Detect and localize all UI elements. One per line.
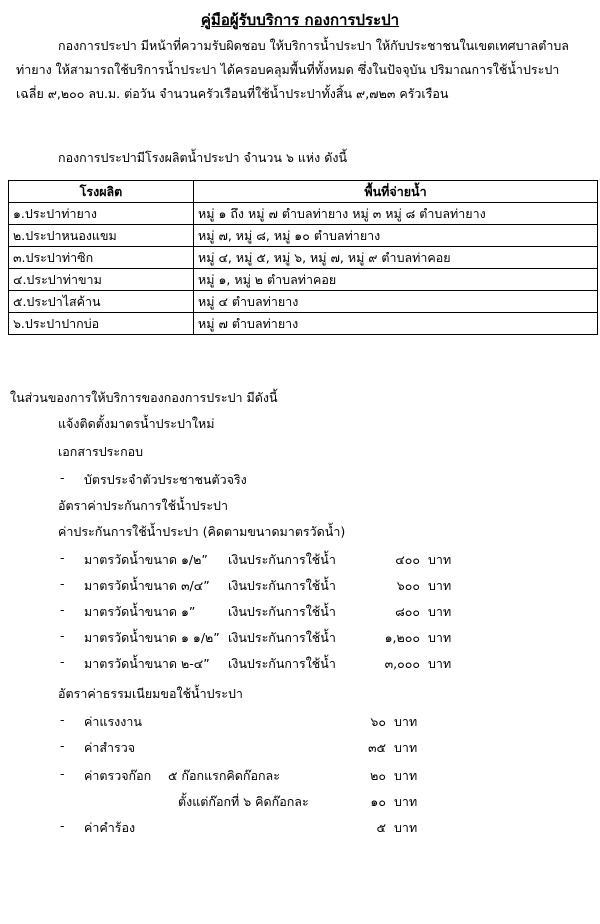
currency-unit: บาท — [428, 578, 452, 593]
deposit-rate-heading: อัตราค่าประกันการใช้น้ำประปา — [58, 498, 228, 513]
table-row — [9, 225, 598, 247]
deposit-amount: ๓,๐๐๐ — [384, 656, 420, 671]
currency-unit: บาท — [428, 552, 452, 567]
fee-heading: อัตราค่าธรรมเนียมขอใช้น้ำประปา — [58, 686, 243, 701]
service-area: หมู่ ๑ ถึง หมู่ ๗ ตำบลท่ายาง หมู่ ๓ หมู่ ๘ ตำบลท่ายาง — [194, 203, 598, 225]
meter-size: มาตรวัดน้ำขนาด ๓/๔” — [84, 578, 210, 593]
plant-name: ๕.ประปาไสค้าน — [9, 291, 194, 313]
currency-unit: บาท — [394, 714, 418, 729]
table-row — [9, 313, 598, 335]
meter-size: มาตรวัดน้ำขนาด ๑” — [84, 604, 196, 619]
document-item — [0, 470, 600, 490]
service-area: หมู่ ๔ ตำบลท่ายาง — [194, 291, 598, 313]
plant-name: ๑.ประปาท่ายาง — [9, 203, 194, 225]
deposit-label: เงินประกันการใช้น้ำ — [228, 656, 336, 671]
bullet-dash: - — [60, 576, 65, 591]
plants-intro: กองการประปามีโรงผลิตน้ำประปา จำนวน ๖ แห่ง ดังนี้ — [58, 150, 347, 165]
fee-label: ค่าสำรวจ — [84, 740, 136, 755]
fee-label: ค่าแรงงาน — [84, 714, 142, 729]
meter-size: มาตรวัดน้ำขนาด ๒-๔” — [84, 656, 210, 671]
plant-name: ๖.ประปาปากบ่อ — [9, 313, 194, 335]
table-row — [9, 247, 598, 269]
service-area: หมู่ ๗, หมู่ ๘, หมู่ ๑๐ ตำบลท่ายาง — [194, 225, 598, 247]
page-title: คู่มือผู้รับบริการ กองการประปา — [200, 11, 400, 29]
fee-amount: ๖๐ — [370, 714, 386, 729]
fee-label: ค่าคำร้อง — [84, 820, 136, 835]
deposit-row — [0, 602, 600, 622]
fee-amount: ๕ — [376, 820, 386, 835]
new-meter-heading: แจ้งติดตั้งมาตรน้ำประปาใหม่ — [58, 416, 215, 431]
table-row — [9, 203, 598, 225]
deposit-label: เงินประกันการใช้น้ำ — [228, 578, 336, 593]
meter-size: มาตรวัดน้ำขนาด ๑ ๑/๒” — [84, 630, 220, 645]
services-heading: ในส่วนของการให้บริการของกองการประปา มีดังนี้ — [10, 390, 278, 405]
meter-size: มาตรวัดน้ำขนาด ๑/๒” — [84, 552, 208, 567]
table-header-row — [9, 181, 598, 203]
deposit-row — [0, 550, 600, 570]
bullet-dash: - — [60, 738, 65, 753]
deposit-row — [0, 654, 600, 674]
bullet-dash: - — [60, 550, 65, 565]
service-area: หมู่ ๗ ตำบลท่ายาง — [194, 313, 598, 335]
intro-line-3: เฉลี่ย ๙,๒๐๐ ลบ.ม. ต่อวัน จำนวนครัวเรือนที่ใช้น้ำประปาทั้งสิ้น ๙,๗๒๓ ครัวเรือน — [16, 86, 449, 101]
plant-name: ๔.ประปาท่าขาม — [9, 269, 194, 291]
currency-unit: บาท — [394, 768, 418, 783]
fee-row-tap-extra — [0, 792, 600, 812]
service-area: หมู่ ๔, หมู่ ๕, หมู่ ๖, หมู่ ๗, หมู่ ๙ ตำบลท่าคอย — [194, 247, 598, 269]
fee-detail: ตั้งแต่ก๊อกที่ ๖ คิดก๊อกละ — [178, 794, 309, 809]
plants-table — [8, 180, 598, 335]
bullet-dash: - — [60, 654, 65, 669]
plant-name: ๓.ประปาท่าซิก — [9, 247, 194, 269]
fee-label: ค่าตรวจก๊อก — [84, 768, 152, 783]
fee-row-survey — [0, 738, 600, 758]
fee-detail: ๕ ก๊อกแรกคิดก๊อกละ — [168, 768, 280, 783]
bullet-dash: - — [60, 470, 65, 485]
fee-row-tap — [0, 766, 600, 786]
intro-paragraph — [16, 34, 586, 106]
currency-unit: บาท — [394, 794, 418, 809]
deposit-label: เงินประกันการใช้น้ำ — [228, 630, 336, 645]
deposit-row — [0, 576, 600, 596]
bullet-dash: - — [60, 818, 65, 833]
column-header-plant: โรงผลิต — [9, 181, 194, 203]
fee-row-petition — [0, 818, 600, 838]
bullet-dash: - — [60, 712, 65, 727]
intro-line-1: กองการประปา มีหน้าที่ความรับผิดชอบ ให้บริการน้ำประปา ให้กับประชาชนในเขตเทศบาลตำบล — [58, 38, 569, 53]
currency-unit: บาท — [394, 820, 418, 835]
deposit-amount: ๘๐๐ — [395, 604, 420, 619]
currency-unit: บาท — [428, 604, 452, 619]
currency-unit: บาท — [428, 630, 452, 645]
deposit-label: เงินประกันการใช้น้ำ — [228, 604, 336, 619]
fee-amount: ๒๐ — [370, 768, 386, 783]
plant-name: ๒.ประปาหนองแขม — [9, 225, 194, 247]
fee-amount: ๑๐ — [370, 794, 386, 809]
bullet-dash: - — [60, 766, 65, 781]
deposit-label: เงินประกันการใช้น้ำ — [228, 552, 336, 567]
column-header-area: พื้นที่จ่ายน้ำ — [194, 181, 598, 203]
deposit-row — [0, 628, 600, 648]
bullet-dash: - — [60, 602, 65, 617]
bullet-dash: - — [60, 628, 65, 643]
documents-heading: เอกสารประกอบ — [58, 444, 144, 459]
table-row — [9, 291, 598, 313]
fee-row-labor — [0, 712, 600, 732]
deposit-amount: ๔๐๐ — [395, 552, 420, 567]
currency-unit: บาท — [428, 656, 452, 671]
deposit-amount: ๖๐๐ — [396, 578, 420, 593]
id-card-label: บัตรประจำตัวประชาชนตัวจริง — [84, 472, 247, 487]
service-area: หมู่ ๑, หมู่ ๒ ตำบลท่าคอย — [194, 269, 598, 291]
intro-line-2: ท่ายาง ให้สามารถใช้บริการน้ำประปา ได้ครอบคลุมพื้นที่ทั้งหมด ซึ่งในปัจจุบัน ปริมาณการใช้น้ำประปา — [16, 62, 560, 77]
fee-amount: ๓๕ — [367, 740, 386, 755]
deposit-subheading: ค่าประกันการใช้น้ำประปา (คิดตามขนาดมาตรวัดน้ำ) — [58, 524, 346, 539]
currency-unit: บาท — [394, 740, 418, 755]
deposit-amount: ๑,๒๐๐ — [384, 630, 420, 645]
table-row — [9, 269, 598, 291]
